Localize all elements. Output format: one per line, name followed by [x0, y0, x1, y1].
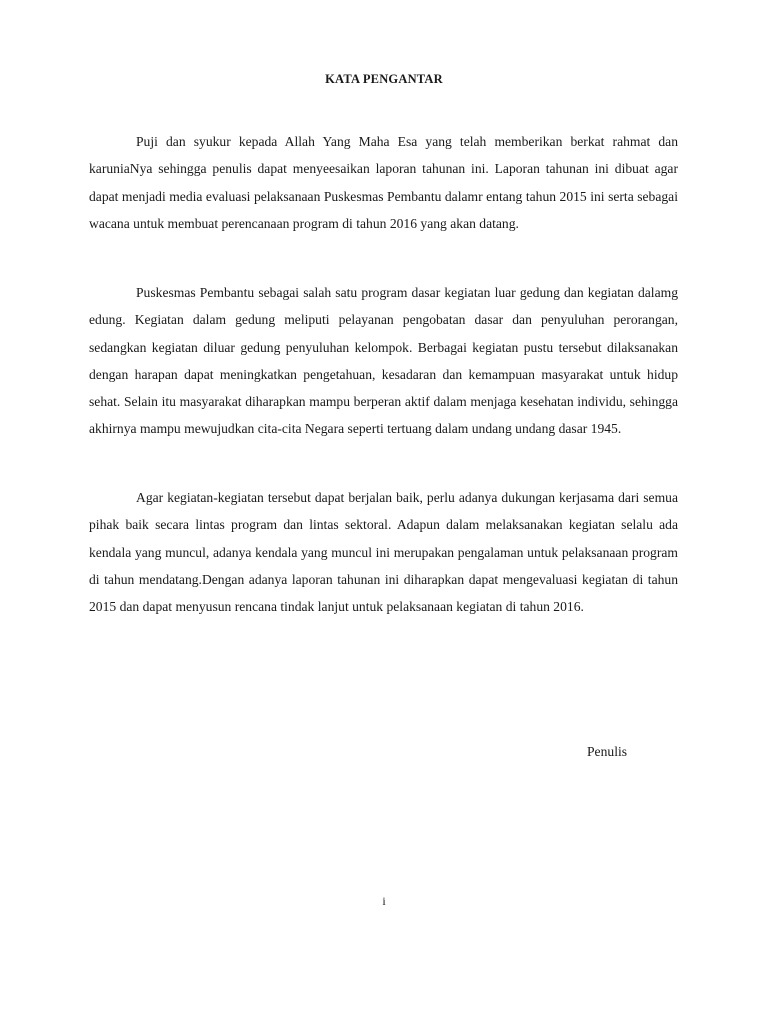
paragraph-1-block [89, 128, 678, 237]
paragraph: Puskesmas Pembantu sebagai salah satu program dasar kegiatan luar gedung dan kegiatan dalamg edung. Kegiatan dalam gedung meliputi pelayanan pengobatan dasar dan penyuluhan perorangan, sedangkan kegiatan diluar gedung penyuluhan kelompok. Berbagai kegiatan pustu tersebut dilaksanakan dengan harapan dapat meningkatkan pengetahuan, kesadaran dan kemampuan masyarakat untuk hidup sehat. Selain itu masyarakat diharapkan mampu berperan aktif dalam menjaga kesehatan individu, sehingga akhirnya mampu mewujudkan cita-cita Negara seperti tertuang dalam undang undang dasar 1945. [89, 285, 678, 437]
page-title: KATA PENGANTAR [325, 72, 443, 86]
paragraph-3-block [89, 484, 678, 620]
author-signature: Penulis [587, 744, 628, 759]
paragraph: Puji dan syukur kepada Allah Yang Maha Esa yang telah memberikan berkat rahmat dan karuniaNya sehingga penulis dapat menyeesaikan laporan tahunan ini. Laporan tahunan ini dibuat agar dapat menjadi media evaluasi pelaksanaan Puskesmas Pembantu dalamr entang tahun 2015 ini serta sebagai wacana untuk membuat perencanaan program di tahun 2016 yang akan datang. [89, 134, 678, 231]
paragraph: Agar kegiatan-kegiatan tersebut dapat berjalan baik, perlu adanya dukungan kerjasama dari semua pihak baik secara lintas program dan lintas sektoral. Adapun dalam melaksanakan kegiatan selalu ada kendala yang muncul, adanya kendala yang muncul ini merupakan pengalaman untuk pelaksanaan program di tahun mendatang.Dengan adanya laporan tahunan ini diharapkan dapat mengevaluasi kegiatan di tahun 2015 dan dapat menyusun rencana tindak lanjut untuk pelaksanaan kegiatan di tahun 2016. [89, 490, 678, 615]
page-number: i [382, 894, 386, 908]
paragraph-2-block [89, 279, 678, 443]
